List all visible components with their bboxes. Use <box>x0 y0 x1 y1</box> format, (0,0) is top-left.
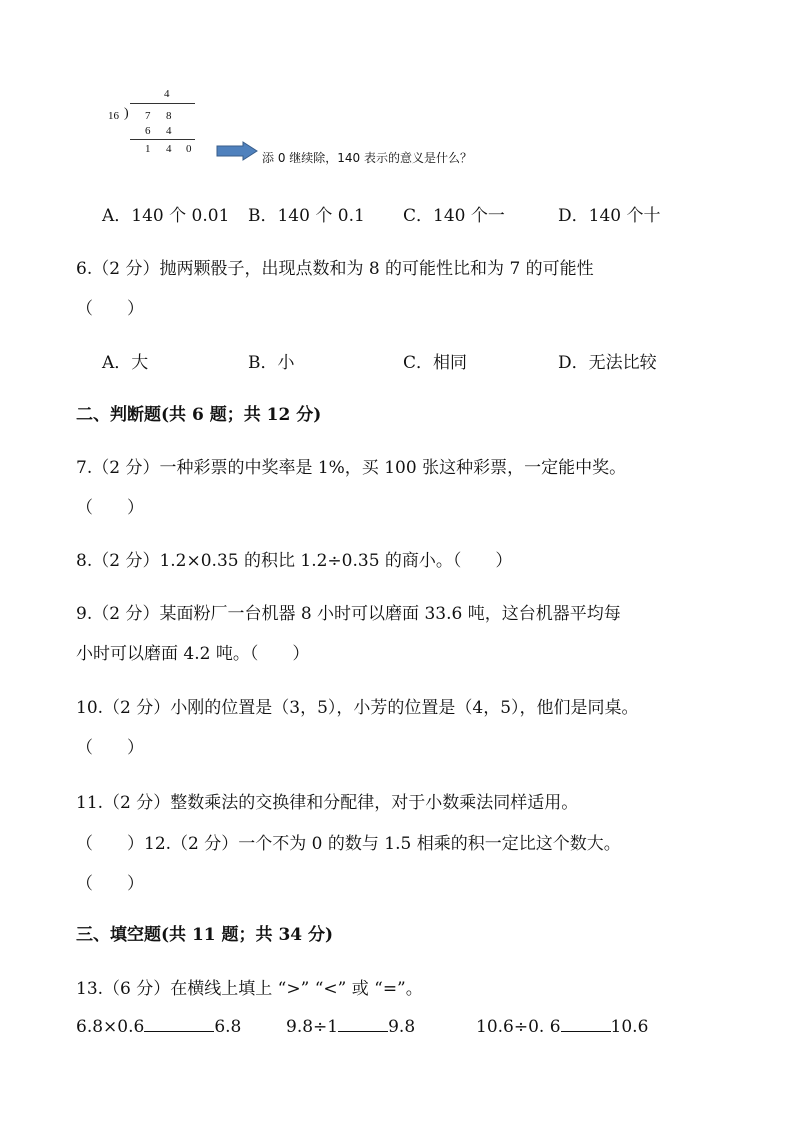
division-bar <box>130 103 195 104</box>
q5-option-a[interactable]: A．140 个 0.01 <box>102 206 230 226</box>
q9-stem-line1: 9.（2 分）某面粉厂一台机器 8 小时可以磨面 33.6 吨，这台机器平均每 <box>76 604 621 624</box>
q13-item <box>286 1016 415 1037</box>
q5-option-d[interactable]: D．140 个十 <box>558 206 661 226</box>
q10-stem: 10.（2 分）小刚的位置是（3，5），小芳的位置是（4，5），他们是同桌。 <box>76 698 639 718</box>
division-note: 添 0 继续除，140 表示的意义是什么？ <box>262 151 472 165</box>
divisor: 16 <box>108 110 119 122</box>
q13-item <box>76 1016 241 1037</box>
q6-option-c[interactable]: C．相同 <box>403 353 468 373</box>
q13-item <box>476 1016 648 1037</box>
product-digit: 6 <box>145 125 151 137</box>
q5-option-b[interactable]: B．140 个 0.1 <box>248 206 365 226</box>
expression-left: 6.8×0.6 <box>76 1017 145 1037</box>
dividend-digit: 8 <box>166 110 172 122</box>
remainder-digit: 0 <box>186 143 192 155</box>
q9-stem-line2: 小时可以磨面 4.2 吨。（ ） <box>76 644 310 664</box>
q13-stem: 13.（6 分）在横线上填上 “>” “<” 或 “=”。 <box>76 979 423 999</box>
expression-left: 10.6÷0. 6 <box>476 1017 561 1037</box>
answer-blank[interactable] <box>338 1016 388 1032</box>
q5-option-c[interactable]: C．140 个一 <box>403 206 505 226</box>
section-title: 三、填空题(共 11 题；共 34 分) <box>76 925 334 945</box>
q7-answer-paren[interactable]: （ ） <box>76 498 144 518</box>
q6-option-a[interactable]: A．大 <box>102 353 149 373</box>
expression-left: 9.8÷1 <box>286 1017 339 1037</box>
q7-stem: 7.（2 分）一种彩票的中奖率是 1%，买 100 张这种彩票，一定能中奖。 <box>76 458 627 478</box>
quotient-digit: 4 <box>164 88 170 100</box>
product-digit: 4 <box>166 125 172 137</box>
q10-answer-paren[interactable]: （ ） <box>76 738 144 758</box>
q11-stem: 11.（2 分）整数乘法的交换律和分配律，对于小数乘法同样适用。 <box>76 793 579 813</box>
q8-stem: 8.（2 分）1.2×0.35 的积比 1.2÷0.35 的商小。（ ） <box>76 551 513 571</box>
q6-stem: 6.（2 分）抛两颗骰子，出现点数和为 8 的可能性比和为 7 的可能性 <box>76 259 594 279</box>
remainder-digit: 1 <box>145 143 151 155</box>
remainder-digit: 4 <box>166 143 172 155</box>
expression-right: 10.6 <box>610 1017 649 1037</box>
q6-option-b[interactable]: B．小 <box>248 353 295 373</box>
dividend-digit: 7 <box>145 110 151 122</box>
division-bracket: ) <box>124 106 129 121</box>
q6-answer-paren[interactable]: （ ） <box>76 299 144 319</box>
q6-option-d[interactable]: D．无法比较 <box>558 353 657 373</box>
expression-right: 6.8 <box>214 1017 242 1037</box>
arrow-right-icon <box>216 141 258 161</box>
q11-q12-line: （ ）12.（2 分）一个不为 0 的数与 1.5 相乘的积一定比这个数大。 <box>76 834 621 854</box>
answer-blank[interactable] <box>561 1016 611 1032</box>
expression-right: 9.8 <box>388 1017 416 1037</box>
subtraction-line <box>130 139 195 140</box>
q12-answer-paren[interactable]: （ ） <box>76 874 144 894</box>
section-title: 二、判断题(共 6 题；共 12 分) <box>76 405 322 425</box>
answer-blank[interactable] <box>144 1016 214 1032</box>
